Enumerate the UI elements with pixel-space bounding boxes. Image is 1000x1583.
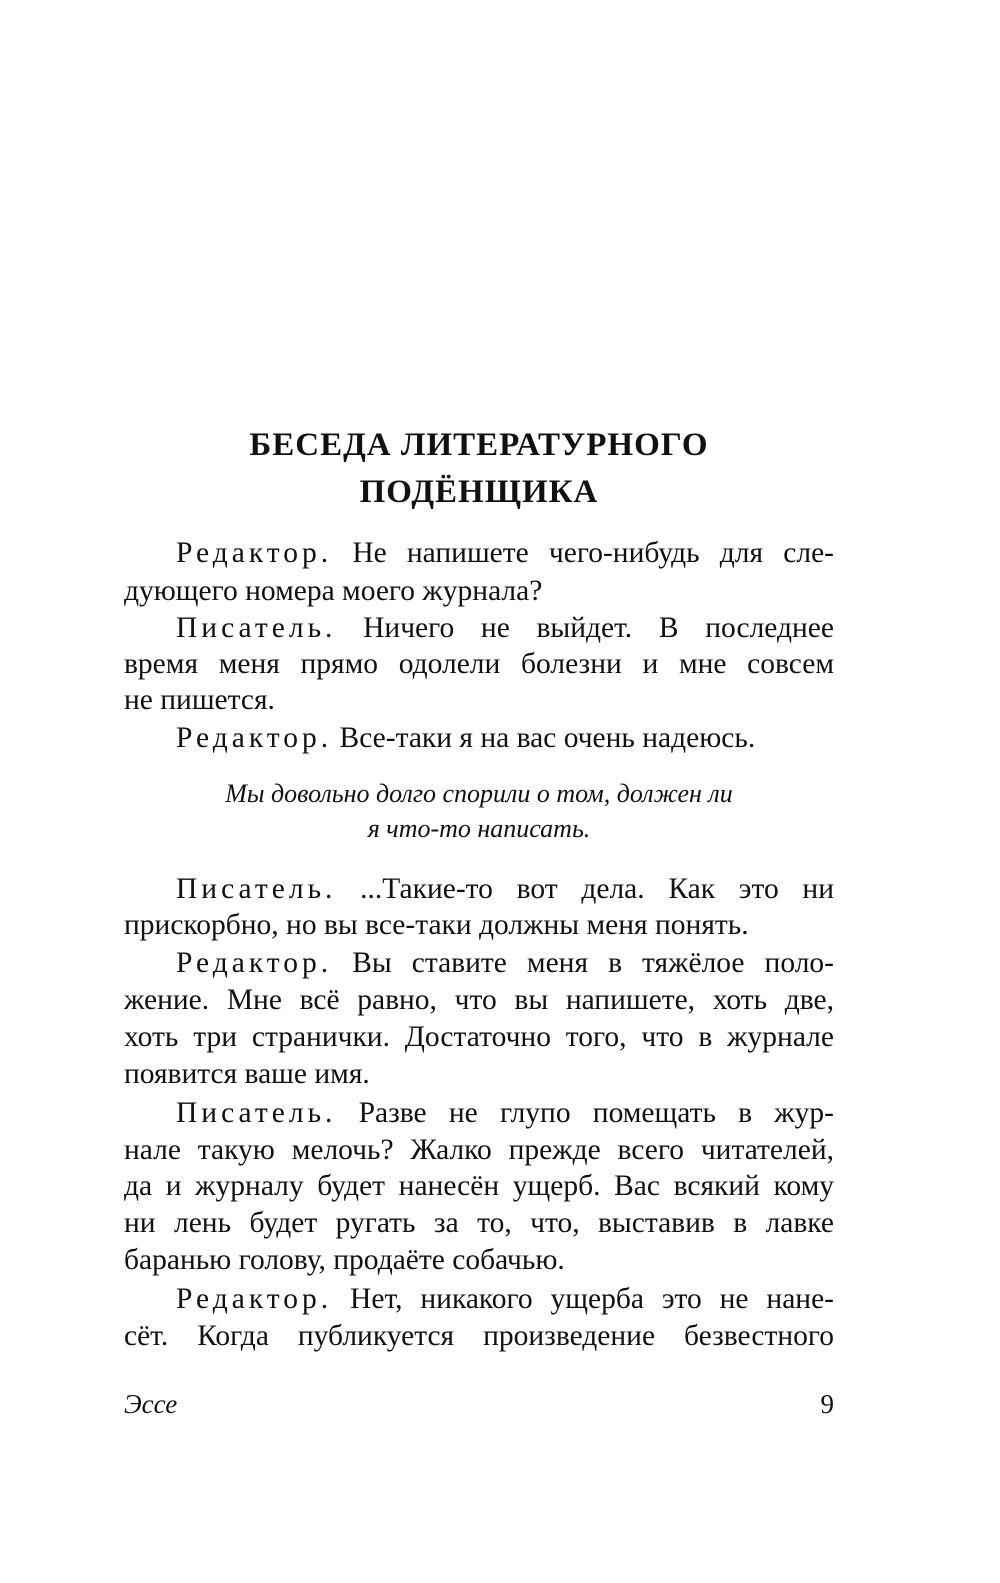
text-line: хоть три странички. Достаточно того, что в журнале	[124, 1021, 834, 1053]
line-text: ...Такие-то вот дела. Как это ни	[336, 873, 834, 905]
text-line: время меня прямо одолели болезни и мне совсем	[124, 648, 834, 680]
speaker-name: Редактор.	[176, 722, 333, 754]
text-line: появится ваше имя.	[124, 1058, 370, 1090]
text-line	[176, 719, 834, 757]
line-text: Ничего не выйдет. В последнее	[336, 612, 834, 644]
line-text: Разве не глупо помещать в жур-	[336, 1097, 834, 1129]
speaker-name: Редактор.	[176, 1283, 333, 1315]
speaker-name: Писатель.	[176, 1097, 337, 1129]
line-text: Не напишете чего-нибудь для сле-	[332, 537, 834, 569]
text-line: баранью голову, продаёте собачью.	[124, 1244, 565, 1276]
text-line: да и журналу будет нанесён ущерб. Вас всякий кому	[124, 1170, 834, 1202]
chapter-title	[124, 422, 834, 516]
speaker-name: Писатель.	[176, 873, 337, 905]
stage-direction-line-2: я что-то написать.	[367, 814, 591, 843]
page-number: 9	[820, 1389, 834, 1419]
chapter-title-line-1: БЕСЕДА ЛИТЕРАТУРНОГО	[249, 427, 709, 463]
stage-direction-line-1: Мы довольно долго спорили о том, должен ли	[225, 779, 733, 808]
text-line: прискорбно, но вы все-таки должны меня понять.	[124, 909, 749, 941]
line-text: Нет, никакого ущерба это не нане-	[332, 1283, 834, 1315]
speaker-name: Редактор.	[176, 947, 333, 979]
text-line	[176, 870, 834, 908]
speaker-name: Редактор.	[176, 537, 333, 569]
text-line	[176, 1280, 834, 1318]
text-line: дующего номера моего журнала?	[124, 575, 543, 607]
text-line	[176, 609, 834, 647]
text-line: нале такую мелочь? Жалко прежде всего читателей,	[124, 1134, 834, 1166]
text-line: жение. Мне всё равно, что вы напишете, хоть две,	[124, 984, 834, 1016]
text-line	[176, 1094, 834, 1132]
text-line: сёт. Когда публикуется произведение безвестного	[124, 1320, 834, 1352]
text-line: не пишется.	[124, 684, 275, 716]
line-text: Вы ставите меня в тяжёлое поло-	[332, 947, 834, 979]
chapter-title-line-2: ПОДЁНЩИКА	[359, 474, 599, 510]
text-line	[176, 944, 834, 982]
running-footer-section: Эссе	[124, 1389, 178, 1419]
line-text: Все-таки я на вас очень надеюсь.	[332, 722, 756, 754]
text-line: ни лень будет ругать за то, что, выставив в лавке	[124, 1207, 834, 1239]
speaker-name: Писатель.	[176, 612, 337, 644]
text-line	[176, 534, 834, 572]
